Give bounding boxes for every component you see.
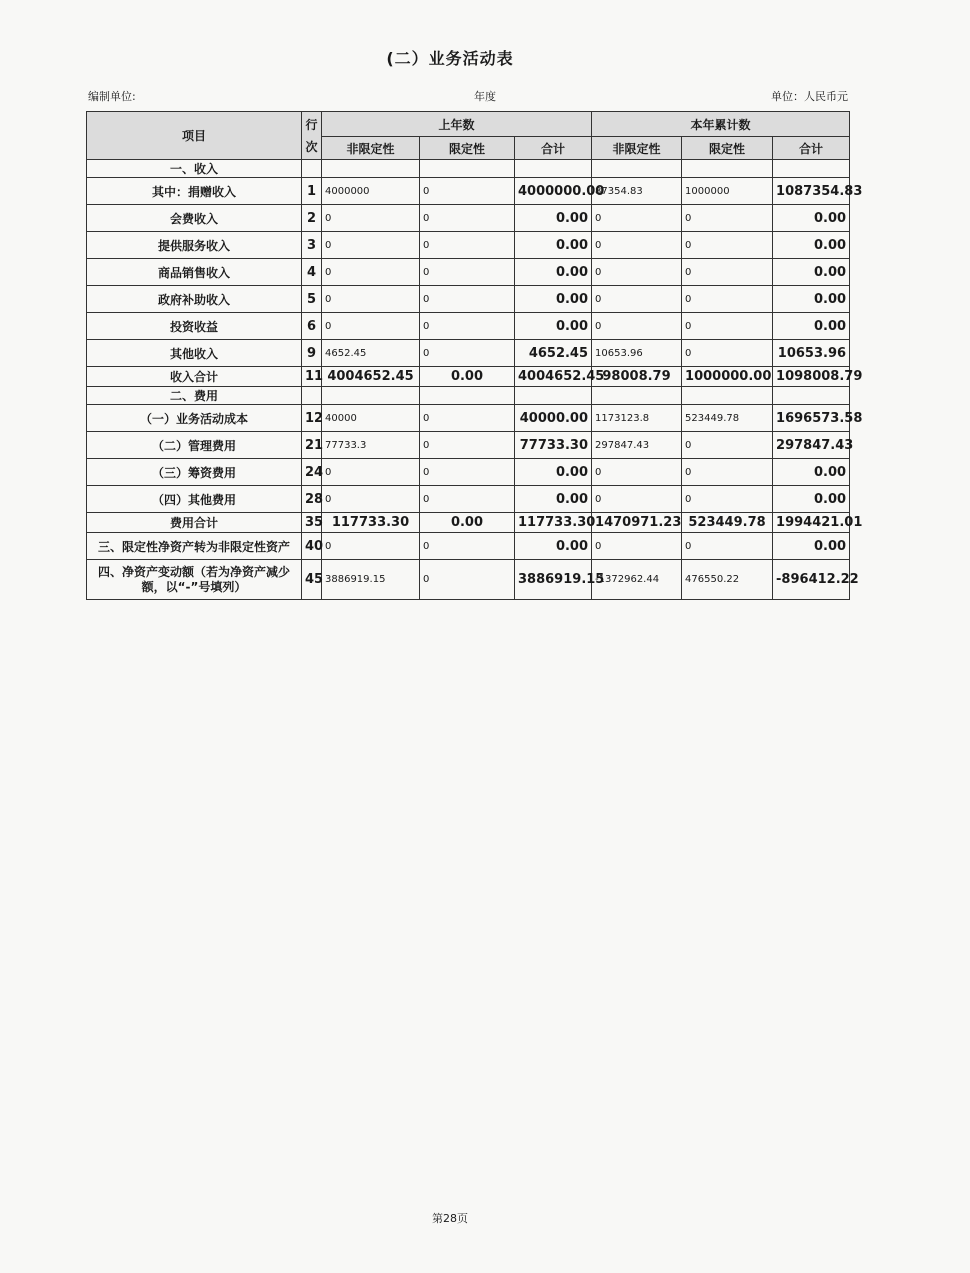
row-line-no: 11 [302, 367, 322, 387]
row-curr-total: -896412.22 [773, 560, 850, 600]
row-prev-unrestricted: 0 [322, 459, 420, 486]
row-line-no: 1 [302, 178, 322, 205]
row-curr-restricted [682, 387, 773, 405]
row-prev-unrestricted: 0 [322, 533, 420, 560]
row-curr-unrestricted: 0 [592, 459, 682, 486]
table-row [87, 340, 850, 367]
row-curr-total: 297847.43 [773, 432, 850, 459]
row-curr-unrestricted: 1470971.23 [592, 513, 682, 533]
row-curr-total: 1696573.58 [773, 405, 850, 432]
year-label: 年度 [474, 90, 496, 103]
row-prev-restricted: 0 [420, 405, 515, 432]
row-item-name: 商品销售收入 [87, 259, 302, 286]
header-curr-year: 本年累计数 [592, 112, 850, 137]
row-line-no: 6 [302, 313, 322, 340]
row-prev-total: 77733.30 [515, 432, 592, 459]
table-row [87, 405, 850, 432]
row-prev-restricted: 0 [420, 286, 515, 313]
row-prev-unrestricted: 117733.30 [322, 513, 420, 533]
row-line-no: 45 [302, 560, 322, 600]
table-row [87, 459, 850, 486]
row-curr-unrestricted: 0 [592, 313, 682, 340]
row-prev-restricted: 0 [420, 313, 515, 340]
row-curr-unrestricted [592, 160, 682, 178]
header-prev-restricted: 限定性 [420, 137, 515, 160]
row-item-name: （二）管理费用 [87, 432, 302, 459]
row-curr-unrestricted: 1173123.8 [592, 405, 682, 432]
row-curr-unrestricted: 0 [592, 533, 682, 560]
row-curr-unrestricted: 87354.83 [592, 178, 682, 205]
row-prev-restricted: 0 [420, 205, 515, 232]
row-item-name: 投资收益 [87, 313, 302, 340]
table-row [87, 232, 850, 259]
row-curr-unrestricted: 0 [592, 232, 682, 259]
table-row [87, 205, 850, 232]
row-line-no: 24 [302, 459, 322, 486]
row-curr-total: 1994421.01 [773, 513, 850, 533]
row-curr-total [773, 387, 850, 405]
row-prev-unrestricted: 0 [322, 232, 420, 259]
row-curr-unrestricted: 98008.79 [592, 367, 682, 387]
row-curr-total: 0.00 [773, 205, 850, 232]
row-item-name: 二、费用 [87, 387, 302, 405]
row-line-no: 9 [302, 340, 322, 367]
table-row [87, 486, 850, 513]
row-curr-total: 1087354.83 [773, 178, 850, 205]
header-curr-total: 合计 [773, 137, 850, 160]
row-line-no: 3 [302, 232, 322, 259]
row-prev-restricted: 0 [420, 259, 515, 286]
row-curr-restricted: 0 [682, 459, 773, 486]
table-row [87, 178, 850, 205]
row-curr-restricted: 1000000 [682, 178, 773, 205]
row-curr-restricted: 1000000.00 [682, 367, 773, 387]
row-item-name: 费用合计 [87, 513, 302, 533]
row-prev-restricted: 0.00 [420, 367, 515, 387]
page-number: 第28页 [432, 1212, 468, 1225]
row-curr-restricted: 0 [682, 259, 773, 286]
row-item-name: 其中：捐赠收入 [87, 178, 302, 205]
row-prev-restricted: 0 [420, 178, 515, 205]
row-curr-total: 0.00 [773, 313, 850, 340]
row-prev-unrestricted: 0 [322, 205, 420, 232]
row-curr-restricted: 0 [682, 340, 773, 367]
row-prev-unrestricted [322, 160, 420, 178]
row-prev-unrestricted: 4652.45 [322, 340, 420, 367]
row-curr-total: 0.00 [773, 533, 850, 560]
row-item-name: 提供服务收入 [87, 232, 302, 259]
row-prev-total: 4004652.45 [515, 367, 592, 387]
row-prev-restricted: 0.00 [420, 513, 515, 533]
table-row [87, 259, 850, 286]
row-curr-total: 1098008.79 [773, 367, 850, 387]
row-curr-unrestricted: 0 [592, 286, 682, 313]
row-line-no [302, 160, 322, 178]
table-row [87, 367, 850, 387]
table-row [87, 387, 850, 405]
row-prev-unrestricted: 0 [322, 486, 420, 513]
row-line-no: 2 [302, 205, 322, 232]
row-prev-restricted: 0 [420, 533, 515, 560]
row-item-name: （三）筹资费用 [87, 459, 302, 486]
table-row [87, 533, 850, 560]
table-row [87, 560, 850, 600]
row-prev-restricted: 0 [420, 432, 515, 459]
table-row [87, 286, 850, 313]
row-prev-total: 0.00 [515, 486, 592, 513]
row-prev-restricted: 0 [420, 340, 515, 367]
row-curr-restricted: 0 [682, 432, 773, 459]
row-curr-restricted: 523449.78 [682, 513, 773, 533]
row-curr-restricted: 0 [682, 286, 773, 313]
row-curr-restricted: 0 [682, 232, 773, 259]
row-prev-restricted: 0 [420, 560, 515, 600]
row-prev-restricted: 0 [420, 232, 515, 259]
row-item-name: （一）业务活动成本 [87, 405, 302, 432]
row-curr-total: 0.00 [773, 232, 850, 259]
row-prev-total: 4652.45 [515, 340, 592, 367]
row-prev-unrestricted: 0 [322, 286, 420, 313]
table-row [87, 160, 850, 178]
row-curr-total: 0.00 [773, 459, 850, 486]
row-prev-unrestricted [322, 387, 420, 405]
header-curr-restricted: 限定性 [682, 137, 773, 160]
row-item-name: 三、限定性净资产转为非限定性资产 [87, 533, 302, 560]
row-curr-restricted [682, 160, 773, 178]
row-item-name: 一、收入 [87, 160, 302, 178]
row-curr-unrestricted: 297847.43 [592, 432, 682, 459]
business-activity-table [86, 111, 863, 600]
row-prev-unrestricted: 4004652.45 [322, 367, 420, 387]
row-prev-total [515, 387, 592, 405]
row-curr-unrestricted: 0 [592, 259, 682, 286]
header-curr-unrestricted: 非限定性 [592, 137, 682, 160]
row-curr-total: 0.00 [773, 286, 850, 313]
row-item-name: 其他收入 [87, 340, 302, 367]
row-curr-unrestricted: 10653.96 [592, 340, 682, 367]
row-curr-restricted: 523449.78 [682, 405, 773, 432]
row-prev-total: 0.00 [515, 232, 592, 259]
row-line-no: 4 [302, 259, 322, 286]
row-curr-restricted: 476550.22 [682, 560, 773, 600]
row-item-name: 收入合计 [87, 367, 302, 387]
row-prev-unrestricted: 3886919.15 [322, 560, 420, 600]
row-item-name: 会费收入 [87, 205, 302, 232]
row-curr-total: 0.00 [773, 259, 850, 286]
row-prev-unrestricted: 0 [322, 259, 420, 286]
row-curr-total: 10653.96 [773, 340, 850, 367]
row-curr-restricted: 0 [682, 533, 773, 560]
row-curr-total: 0.00 [773, 486, 850, 513]
row-prev-unrestricted: 40000 [322, 405, 420, 432]
header-prev-unrestricted: 非限定性 [322, 137, 420, 160]
row-prev-total: 0.00 [515, 286, 592, 313]
row-prev-total [515, 160, 592, 178]
row-prev-total: 0.00 [515, 459, 592, 486]
row-line-no: 5 [302, 286, 322, 313]
row-curr-restricted: 0 [682, 313, 773, 340]
row-line-no [302, 387, 322, 405]
row-curr-total [773, 160, 850, 178]
row-item-name: 政府补助收入 [87, 286, 302, 313]
row-curr-unrestricted: 0 [592, 205, 682, 232]
header-item: 项目 [87, 112, 302, 160]
row-item-name: （四）其他费用 [87, 486, 302, 513]
row-prev-total: 4000000.00 [515, 178, 592, 205]
row-prev-unrestricted: 0 [322, 313, 420, 340]
row-line-no: 21 [302, 432, 322, 459]
row-prev-restricted: 0 [420, 459, 515, 486]
row-line-no: 40 [302, 533, 322, 560]
row-curr-unrestricted: -1372962.44 [592, 560, 682, 600]
row-prev-total: 3886919.15 [515, 560, 592, 600]
row-curr-restricted: 0 [682, 205, 773, 232]
header-prev-year: 上年数 [322, 112, 592, 137]
row-prev-total: 0.00 [515, 259, 592, 286]
currency-unit-label: 单位：人民币元 [771, 90, 848, 103]
row-curr-restricted: 0 [682, 486, 773, 513]
row-prev-total: 117733.30 [515, 513, 592, 533]
row-curr-unrestricted: 0 [592, 486, 682, 513]
row-prev-total: 0.00 [515, 205, 592, 232]
row-line-no: 28 [302, 486, 322, 513]
row-prev-total: 0.00 [515, 313, 592, 340]
table-row [87, 513, 850, 533]
row-prev-total: 40000.00 [515, 405, 592, 432]
row-prev-total: 0.00 [515, 533, 592, 560]
page-title: (二）业务活动表 [386, 49, 514, 68]
row-prev-restricted [420, 387, 515, 405]
row-item-name: 四、净资产变动额（若为净资产减少额，以“-”号填列） [87, 560, 302, 600]
header-line-no: 行次 [302, 112, 322, 160]
row-line-no: 35 [302, 513, 322, 533]
row-prev-restricted [420, 160, 515, 178]
row-curr-unrestricted [592, 387, 682, 405]
prepared-by-label: 编制单位: [88, 90, 136, 103]
row-line-no: 12 [302, 405, 322, 432]
row-prev-unrestricted: 4000000 [322, 178, 420, 205]
row-prev-unrestricted: 77733.3 [322, 432, 420, 459]
row-prev-restricted: 0 [420, 486, 515, 513]
table-row [87, 432, 850, 459]
table-row [87, 313, 850, 340]
header-prev-total: 合计 [515, 137, 592, 160]
